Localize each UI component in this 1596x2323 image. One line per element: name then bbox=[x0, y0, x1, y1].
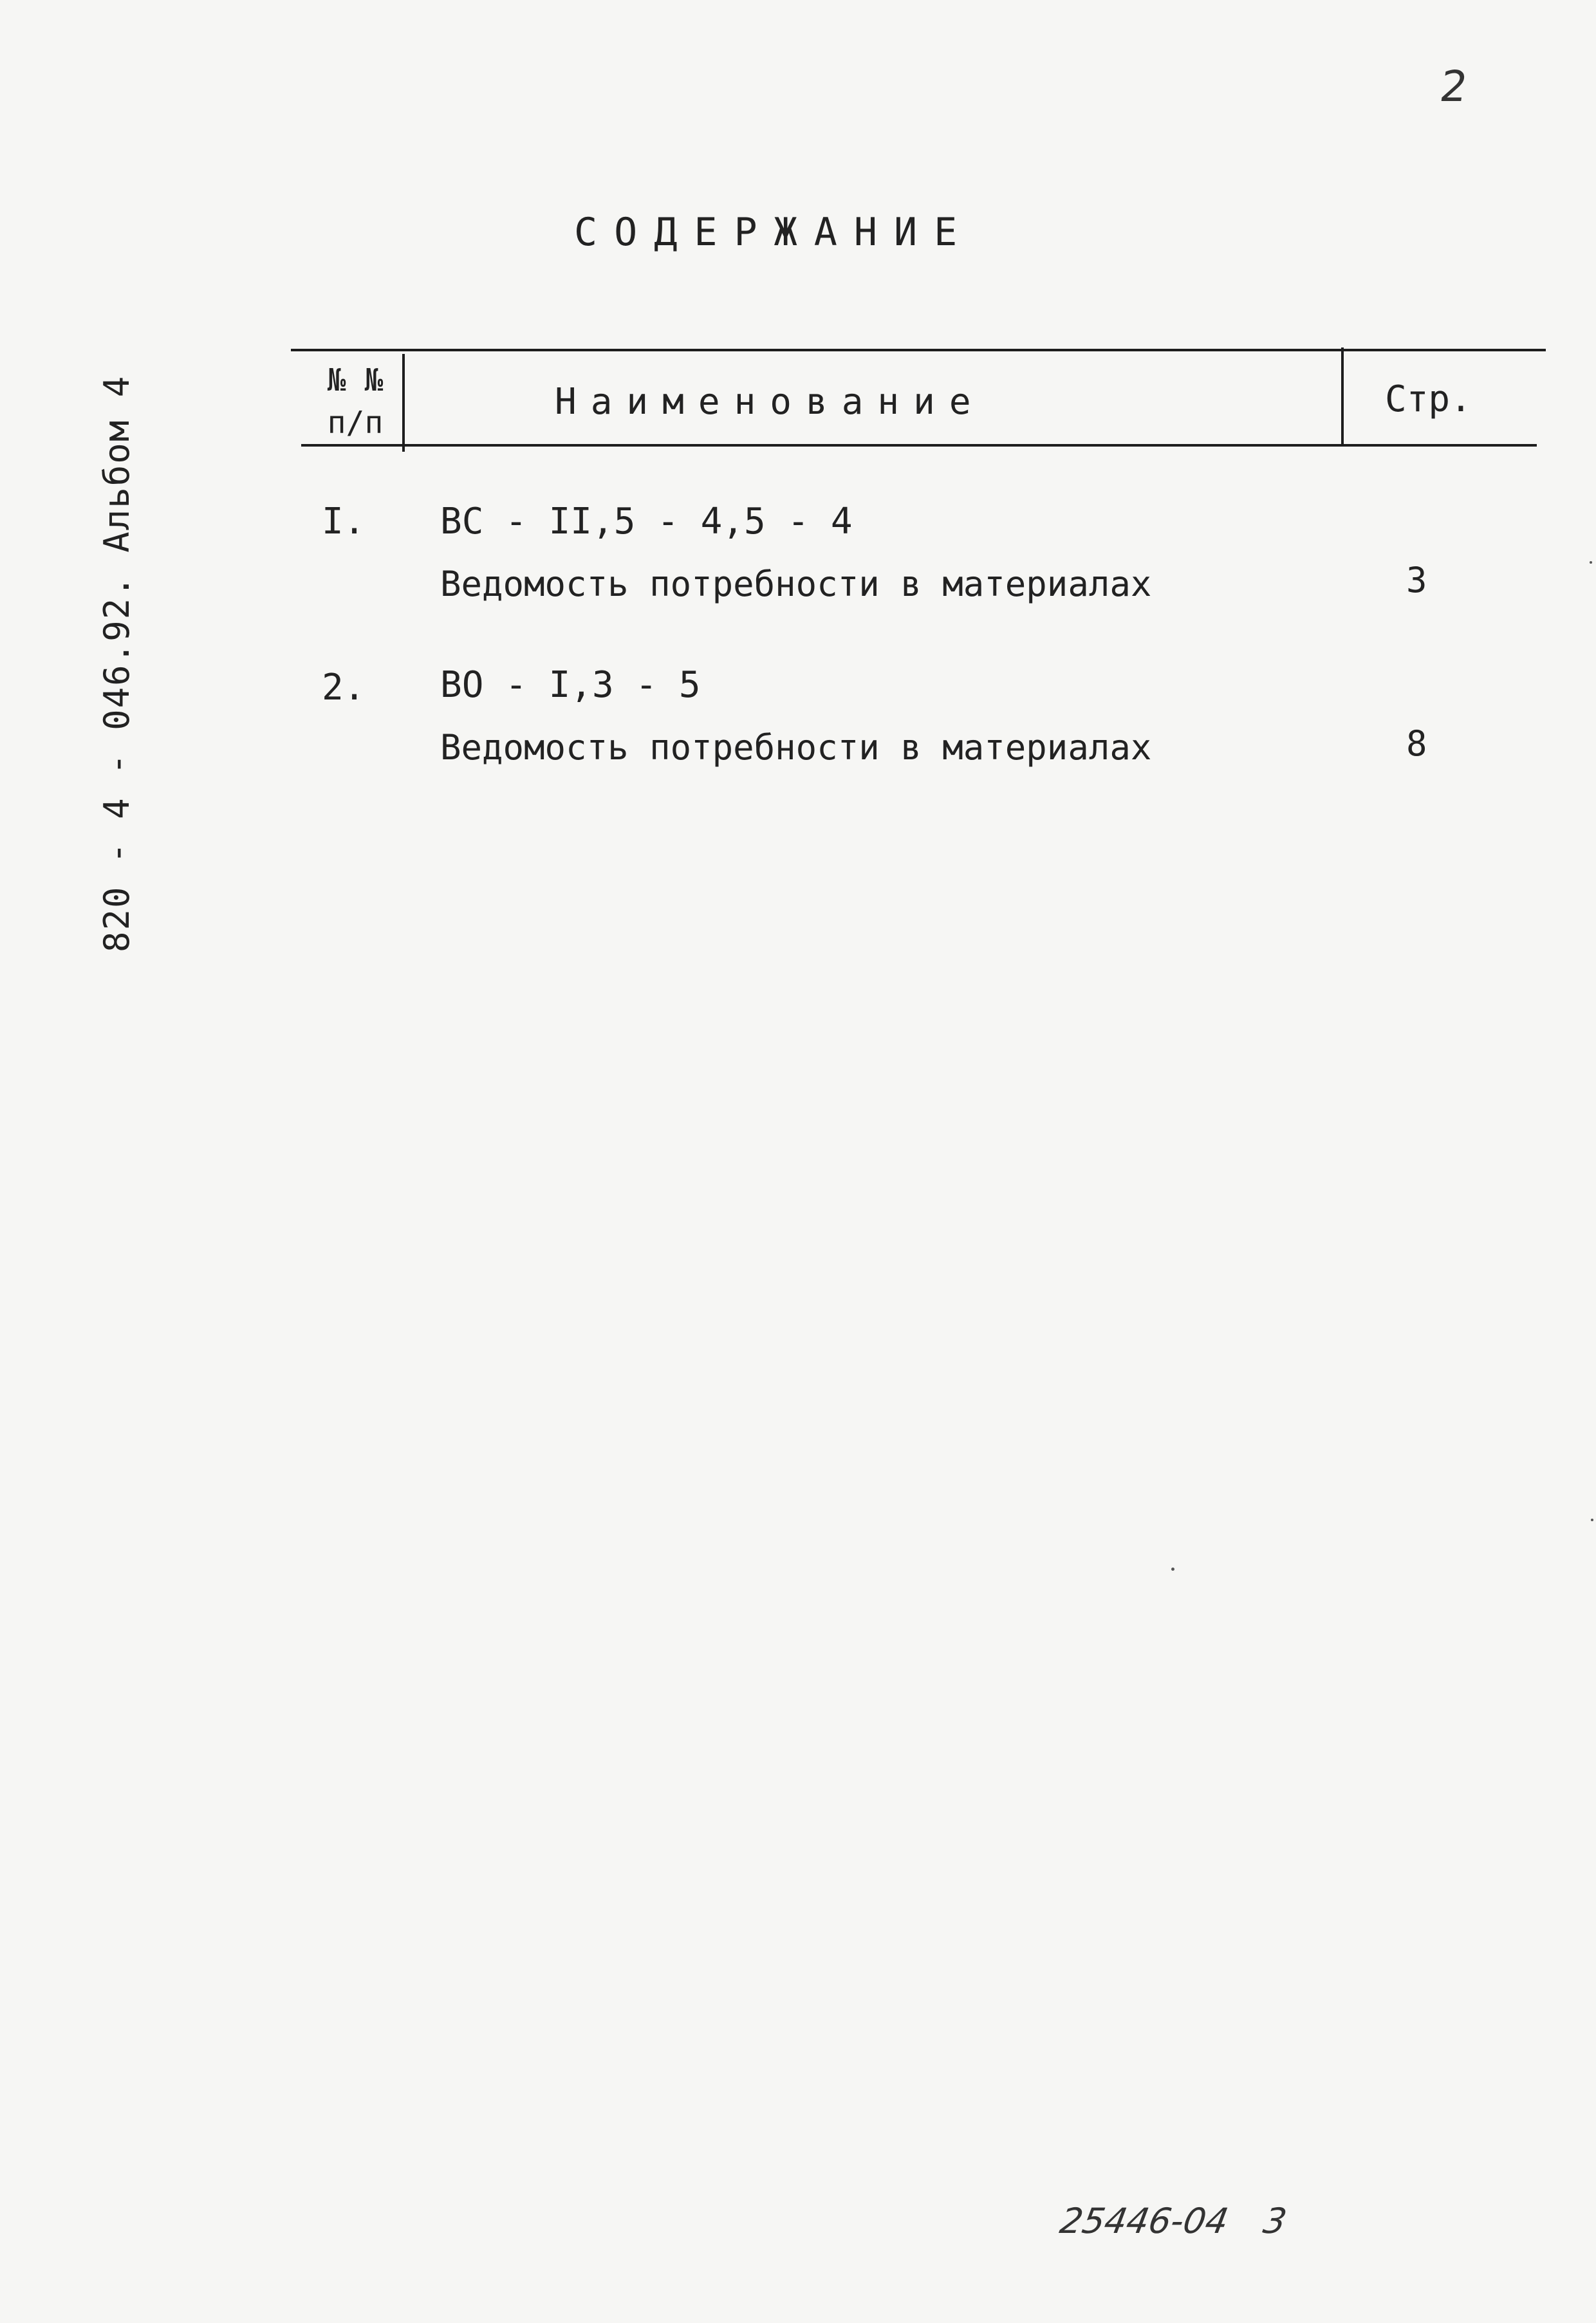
header-order-label: п/п bbox=[327, 405, 384, 441]
header-number-label: № № bbox=[327, 362, 384, 398]
scan-speck bbox=[1591, 1519, 1593, 1521]
row-code: ВО - I,3 - 5 bbox=[440, 664, 701, 706]
header-number-column bbox=[320, 359, 390, 444]
table-header-rule bbox=[301, 444, 1537, 447]
document-title: СОДЕРЖАНИЕ bbox=[574, 210, 974, 255]
table-top-rule bbox=[291, 349, 1546, 351]
stamp-number: 25446-04 bbox=[1057, 2201, 1232, 2241]
row-description: Ведомость потребности в материалах bbox=[440, 727, 1152, 768]
row-number: 2. bbox=[322, 667, 366, 708]
column-divider-page bbox=[1341, 347, 1344, 447]
row-code: ВС - II,5 - 4,5 - 4 bbox=[440, 501, 853, 542]
header-page-column: Стр. bbox=[1385, 378, 1472, 420]
column-divider-num bbox=[402, 354, 405, 452]
scan-speck bbox=[1171, 1568, 1174, 1571]
footer-stamp bbox=[1057, 2201, 1289, 2241]
row-page: 8 bbox=[1406, 723, 1427, 764]
row-page: 3 bbox=[1406, 560, 1427, 600]
sheet-number: 3 bbox=[1260, 2201, 1290, 2241]
scan-speck bbox=[1590, 561, 1592, 564]
side-document-code: 820 - 4 - 046.92. Альбом 4 bbox=[97, 375, 137, 952]
row-number: I. bbox=[322, 501, 366, 542]
header-name-column: Наименование bbox=[555, 381, 985, 423]
page-number: 2 bbox=[1436, 62, 1471, 111]
row-description: Ведомость потребности в материалах bbox=[440, 564, 1152, 604]
